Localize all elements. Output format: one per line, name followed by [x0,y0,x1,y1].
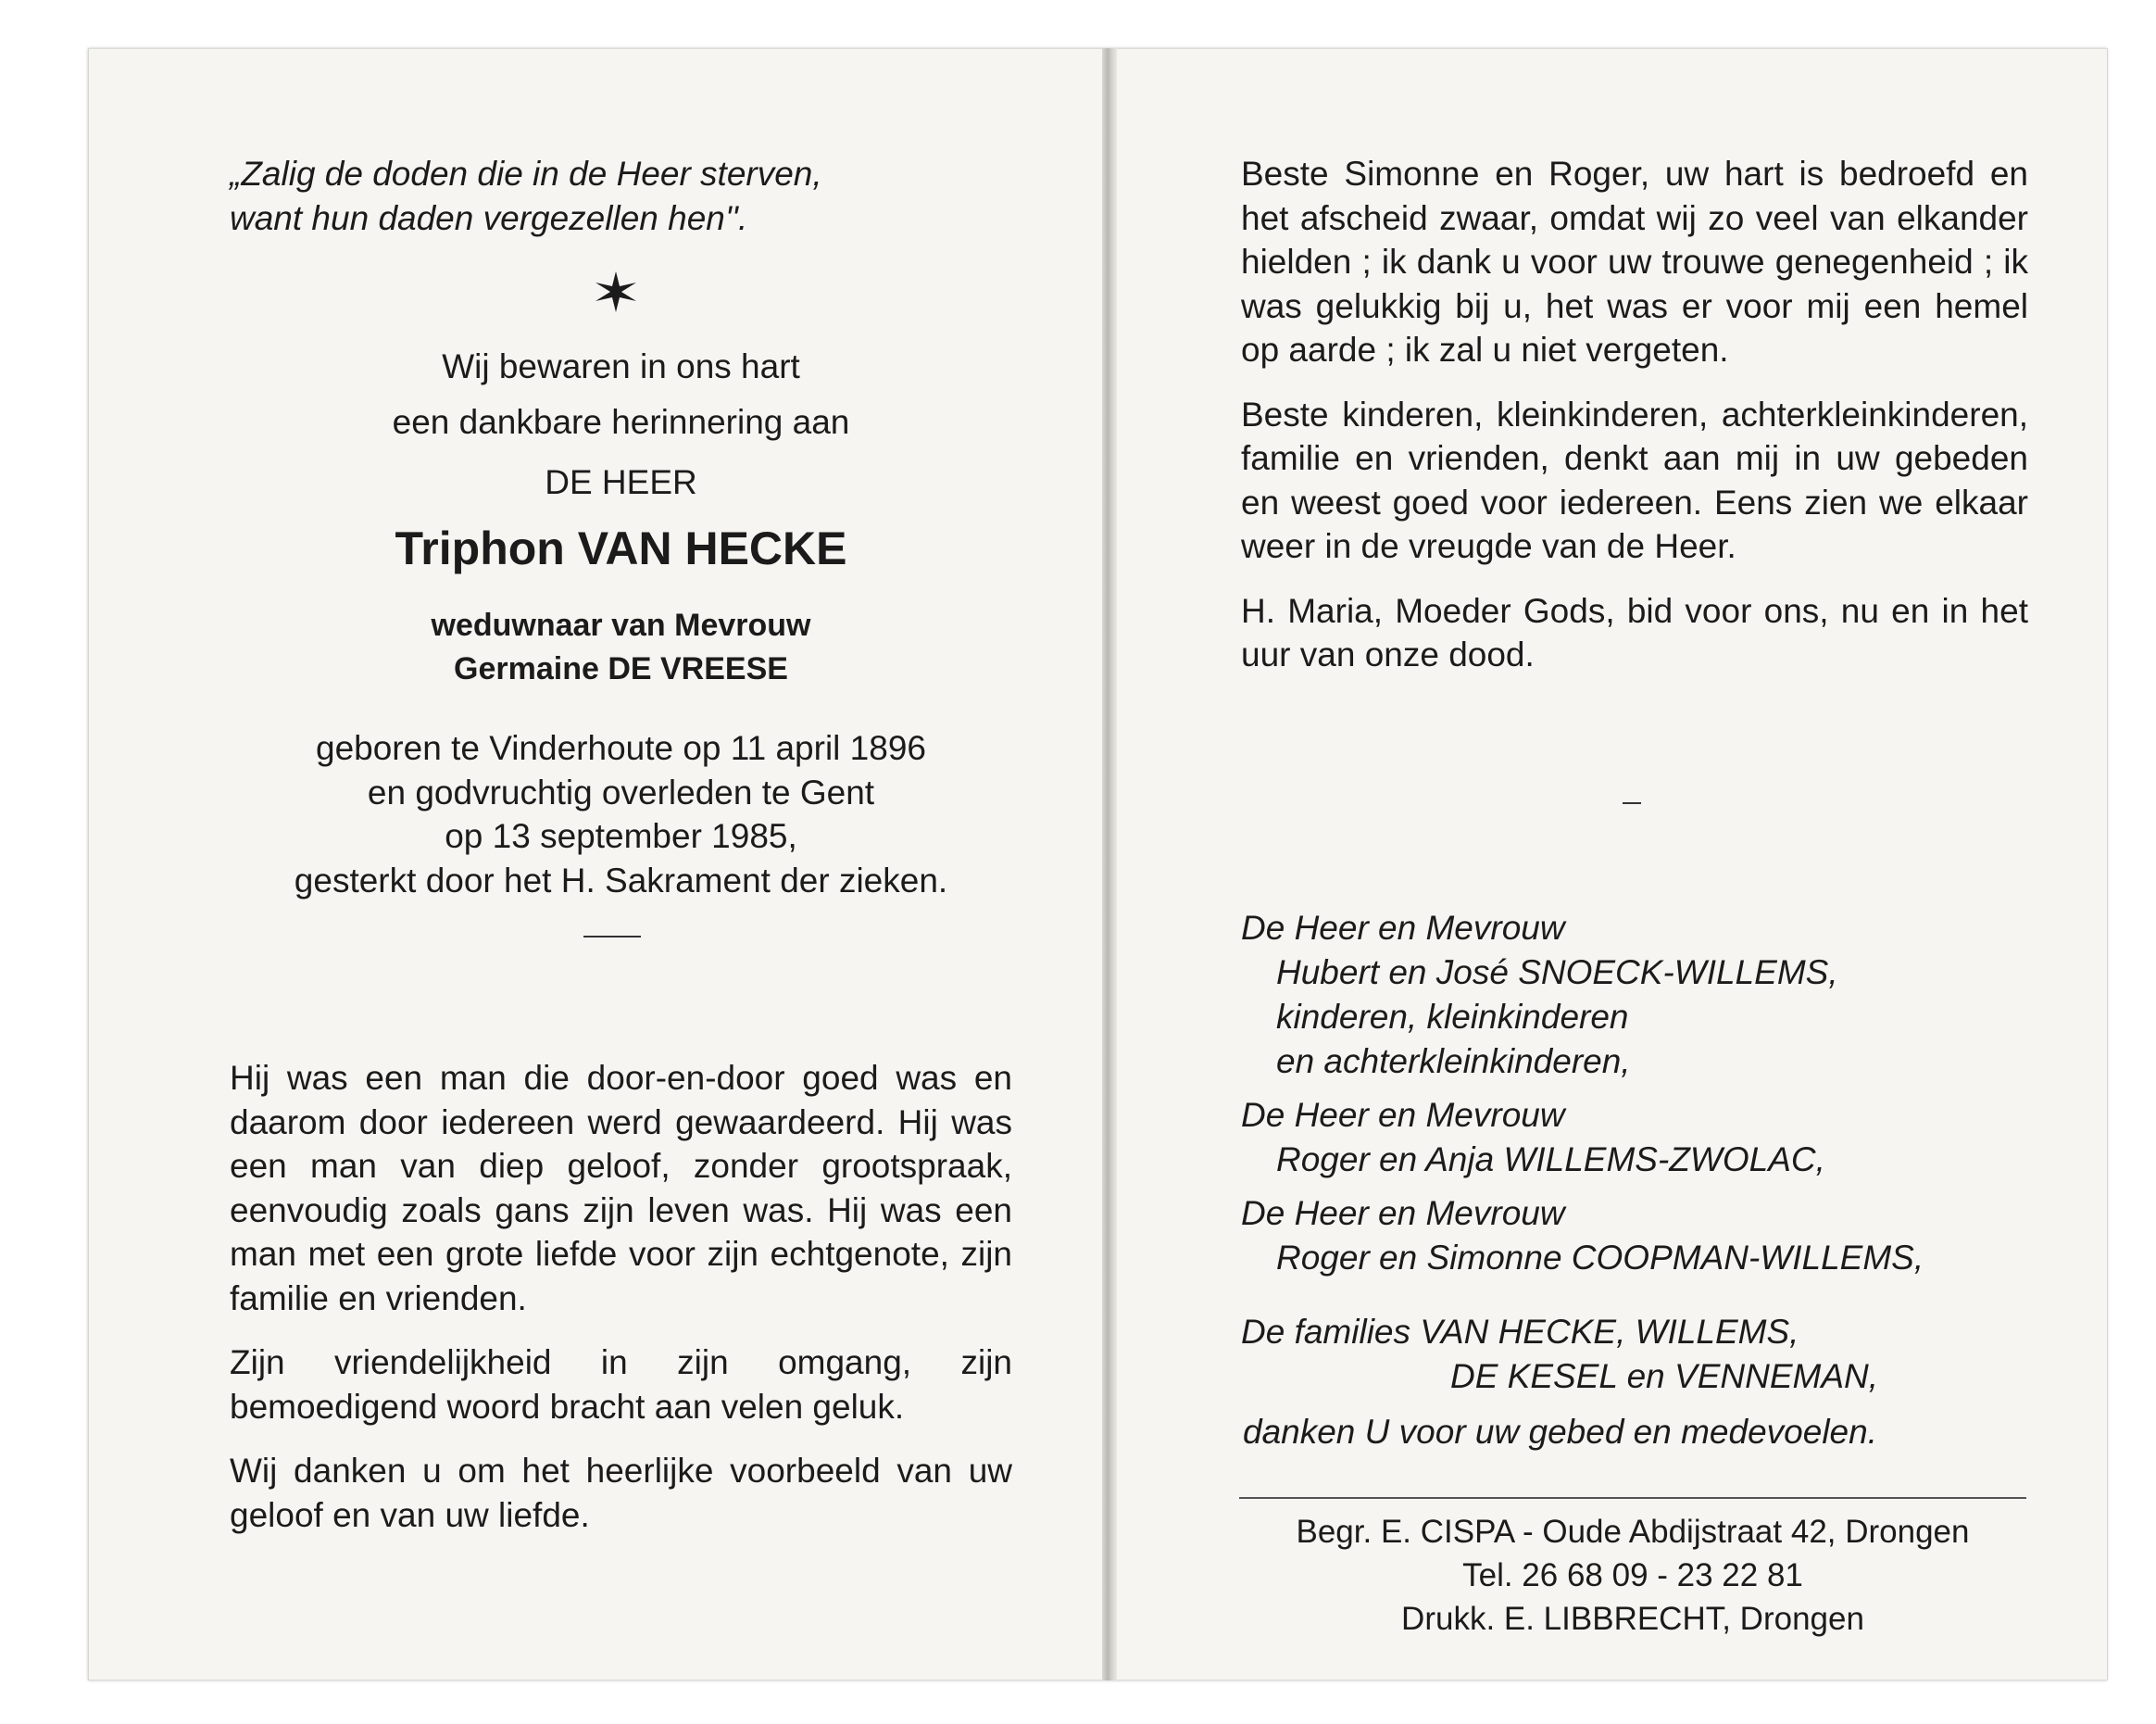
printer-rule [1239,1497,2026,1499]
farewell-paragraph-3: H. Maria, Moeder Gods, bid voor ons, nu en in het uur van onze dood. [1241,591,2028,673]
dates-line-2: en godvruchtig overleden te Gent [367,773,875,812]
farewell-paragraph-2: Beste kinderen, kleinkinderen, achterkleinkinderen, familie en vrienden, denkt aan mij in uw gebeden en weest goed voor iedereen. Eens zien we elkaar weer in de vreugde van de Heer. [1241,395,2028,565]
intro-line-1: Wij bewaren in ons hart [442,347,800,385]
printer-line-2: Tel. 26 68 09 - 23 22 81 [1462,1557,1803,1593]
printer-line-1: Begr. E. CISPA - Oude Abdijstraat 42, Drongen [1296,1514,1970,1550]
farewell-text [1241,152,2028,677]
dates-line-4: gesterkt door het H. Sakrament der zieken. [294,861,948,900]
bible-quote [230,152,943,240]
biography [230,1056,1012,1537]
family-2-title: De Heer en Mevrouw [1241,1096,1565,1134]
salutation: DE HEER [545,463,697,501]
intro-line-2: een dankbare herinnering aan [392,403,850,441]
family-3-line-1: Roger en Simonne COOPMAN-WILLEMS, [1276,1239,1924,1277]
family-1-line-3: en achterkleinkinderen, [1276,1042,1631,1080]
family-1-line-1: Hubert en José SNOECK-WILLEMS, [1276,953,1838,991]
widower-line-1: weduwnaar van Mevrouw [431,608,811,643]
card-fold [1102,48,1117,1680]
bio-paragraph-2: Zijn vriendelijkheid in zijn omgang, zijn bemoedigend woord bracht aan velen geluk. [230,1343,1012,1426]
thanks-line: danken U voor uw gebed en medevoelen. [1243,1413,1877,1451]
family-1-title: De Heer en Mevrouw [1241,909,1565,947]
dates-line-3: op 13 september 1985, [445,817,797,855]
quote-line-2: want hun daden vergezellen hen''. [230,198,748,237]
maltese-cross-icon [588,264,644,320]
bio-paragraph-3: Wij danken u om het heerlijke voorbeeld van uw geloof en van uw liefde. [230,1452,1012,1534]
bio-paragraph-1: Hij was een man die door-en-door goed was en daarom door iedereen werd gewaardeerd. Hij was een man van diep geloof, zonder grootspraak, eenvoudig zoals gans zijn leven was. Hij was een man met een grote liefde voor zijn echtgenote, zijn familie en vrienden. [230,1059,1012,1317]
family-2-line-1: Roger en Anja WILLEMS-ZWOLAC, [1276,1140,1825,1178]
divider-right [1623,802,1641,804]
widower-line-2: Germaine DE VREESE [454,651,788,686]
divider-left [583,936,641,938]
widower-block [230,604,1012,691]
dates-block [230,726,1012,902]
dates-line-1: geboren te Vinderhoute op 11 april 1896 [316,729,926,767]
printer-line-3: Drukk. E. LIBBRECHT, Drongen [1401,1601,1864,1637]
quote-line-1: „Zalig de doden die in de Heer sterven, [230,155,822,193]
family-3-title: De Heer en Mevrouw [1241,1194,1565,1232]
intro-block [230,339,1012,450]
deceased-name: Triphon VAN HECKE [395,522,847,574]
families-line-2: DE KESEL en VENNEMAN, [1450,1357,1878,1395]
family-1-line-2: kinderen, kleinkinderen [1276,998,1629,1036]
families-line-1: De families VAN HECKE, WILLEMS, [1241,1313,1799,1351]
farewell-paragraph-1: Beste Simonne en Roger, uw hart is bedroefd en het afscheid zwaar, omdat wij zo veel van elkander hielden ; ik dank u voor uw trouwe genegenheid ; ik was gelukkig bij u, het was er voor mij een hemel op aarde ; ik zal u niet vergeten. [1241,155,2028,369]
printer-block [1239,1510,2026,1641]
